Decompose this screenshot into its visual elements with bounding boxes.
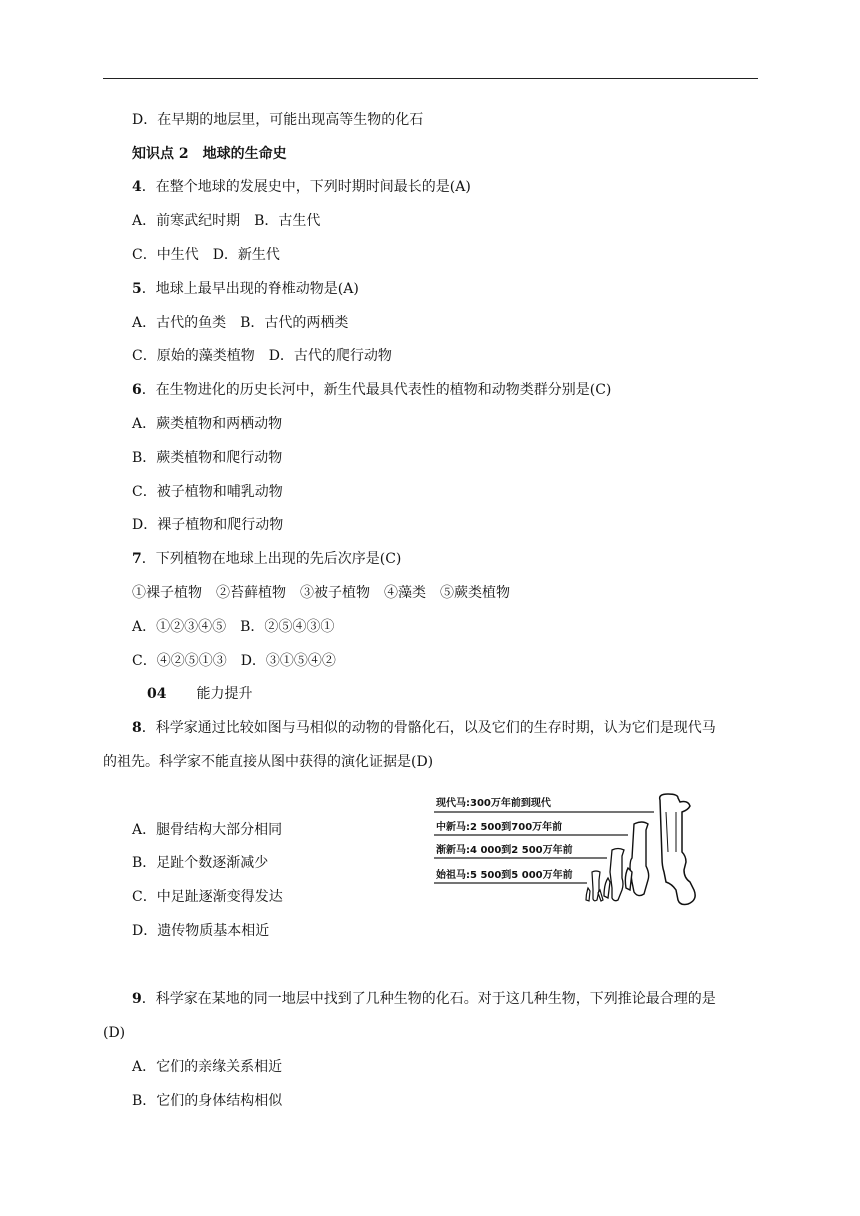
question-number: 5 [132,281,142,297]
question-8-line1 [132,718,716,738]
question-4 [132,177,471,197]
q5-options-cd: C．原始的藻类植物 D．古代的爬行动物 [132,348,392,364]
q4-options-cd: C．中生代 D．新生代 [132,247,280,263]
question-number: 9 [132,991,142,1007]
section-number: 04 [147,686,167,702]
header-rule [103,78,758,79]
question-9-line1 [132,989,716,1009]
section-heading-2: 知识点 2 地球的生命史 [132,146,287,162]
horse-evolution-figure [432,792,702,910]
section-04 [147,684,252,704]
question-8-line2: 的祖先。科学家不能直接从图中获得的演化证据是(D) [103,754,434,770]
q9-option-b: B．它们的身体结构相似 [132,1093,283,1109]
merychippus-bone [625,822,648,896]
section-title: 能力提升 [196,686,253,702]
question-text: ．地球上最早出现的脊椎动物是(A) [141,281,359,297]
eohippus-bone [586,871,603,901]
question-number: 4 [132,179,142,195]
q9-option-a: A．它们的亲缘关系相近 [132,1059,283,1075]
q6-option-a: A．蕨类植物和两栖动物 [132,416,283,432]
question-number: 7 [132,551,142,567]
question-text: ．在生物进化的历史长河中，新生代最具代表性的植物和动物类群分别是(C) [141,382,612,398]
question-text: ．下列植物在地球上出现的先后次序是(C) [141,551,402,567]
question-text: ．在整个地球的发展史中，下列时期时间最长的是(A) [141,179,471,195]
q7-options-cd: C．④②⑤①③ D．③①⑤④② [132,653,336,669]
question-7 [132,549,401,569]
label-eohippus: 始祖马:5 500到5 000万年前 [436,870,573,881]
q5-options-ab: A．古代的鱼类 B．古代的两栖类 [132,315,349,331]
question-text: ．科学家通过比较如图与马相似的动物的骨骼化石，以及它们的生存时期，认为它们是现代马 [141,720,716,736]
q8-option-c: C．中足趾逐渐变得发达 [132,889,283,905]
modern-horse-bone [660,794,695,905]
mesohippus-bone [604,849,624,901]
option-d-early-strata: D．在早期的地层里，可能出现高等生物的化石 [132,112,424,128]
question-number: 8 [132,720,142,736]
horse-leg-bones-illustration [432,792,702,910]
question-5 [132,279,359,299]
question-9-line2: (D) [103,1025,126,1041]
question-number: 6 [132,382,142,398]
q7-options-ab: A．①②③④⑤ B．②⑤④③① [132,619,335,635]
q8-option-d: D．遗传物质基本相近 [132,923,270,939]
label-merychippus: 中新马:2 500到700万年前 [436,822,563,833]
label-mesohippus: 渐新马:4 000到2 500万年前 [436,845,573,856]
label-modern-horse: 现代马:300万年前到现代 [436,798,551,809]
q6-option-c: C．被子植物和哺乳动物 [132,484,283,500]
q8-option-b: B．足趾个数逐渐减少 [132,855,269,871]
q4-options-ab: A．前寒武纪时期 B．古生代 [132,213,321,229]
q6-option-b: B．蕨类植物和爬行动物 [132,450,283,466]
q6-option-d: D．裸子植物和爬行动物 [132,517,284,533]
q8-option-a: A．腿骨结构大部分相同 [132,822,283,838]
q7-items: ①裸子植物 ②苔藓植物 ③被子植物 ④藻类 ⑤蕨类植物 [132,585,510,601]
question-text: ．科学家在某地的同一地层中找到了几种生物的化石。对于这几种生物，下列推论最合理的是 [141,991,716,1007]
question-6 [132,380,611,400]
